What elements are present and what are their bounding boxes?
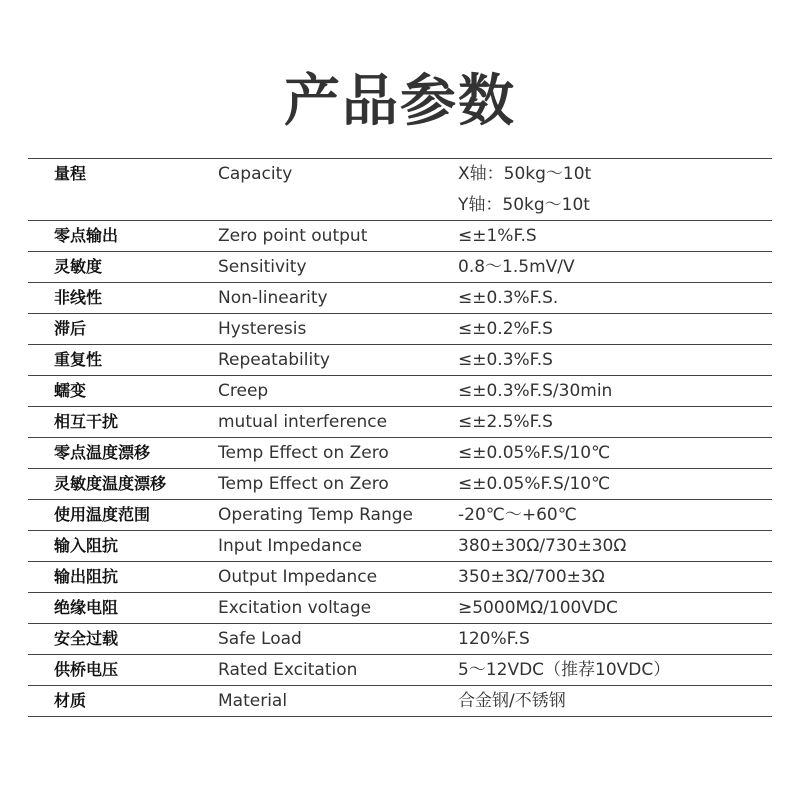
- param-value: [458, 345, 553, 376]
- param-value: [458, 469, 610, 500]
- table-row: [28, 655, 772, 686]
- param-name-zh: 输入阻抗: [54, 536, 119, 555]
- param-name-en: Creep: [218, 381, 269, 401]
- table-row: [28, 624, 772, 655]
- table-row: [28, 407, 772, 438]
- param-value: [458, 438, 610, 469]
- param-name-zh: 重复性: [54, 350, 103, 369]
- table-row: [28, 283, 772, 314]
- param-name-en: Rated Excitation: [218, 660, 358, 680]
- param-name-en: Output Impedance: [218, 567, 378, 587]
- param-value-line: ≥5000MΩ/100VDC: [458, 598, 618, 618]
- param-value: [458, 221, 537, 252]
- param-name-en: Zero point output: [218, 226, 368, 246]
- param-value: [458, 655, 670, 686]
- param-value-line: ≤±0.2%F.S: [458, 319, 553, 339]
- param-name-en: Hysteresis: [218, 319, 307, 339]
- param-value: [458, 283, 558, 314]
- table-row: [28, 252, 772, 283]
- param-name-zh: 蠕变: [54, 381, 87, 400]
- param-name-en: mutual interference: [218, 412, 388, 432]
- param-name-en: Input Impedance: [218, 536, 363, 556]
- param-name-zh: 灵敏度温度漂移: [54, 474, 167, 493]
- param-name-en: Material: [218, 691, 288, 711]
- param-value-line: ≤±0.05%F.S/10℃: [458, 474, 611, 494]
- param-value-line: 合金钢/不锈钢: [458, 691, 566, 711]
- param-value-line: Y轴：50kg～10t: [458, 195, 590, 215]
- param-value: [458, 593, 618, 624]
- param-value: [458, 376, 612, 407]
- table-row: [28, 159, 772, 221]
- param-value: [458, 252, 575, 283]
- param-value: [458, 314, 553, 345]
- param-value-line: 0.8～1.5mV/V: [458, 257, 575, 277]
- param-name-zh: 材质: [54, 691, 87, 710]
- param-name-en: Safe Load: [218, 629, 302, 649]
- param-name-en: Repeatability: [218, 350, 330, 370]
- param-name-en: Operating Temp Range: [218, 505, 413, 525]
- table-row: [28, 686, 772, 717]
- param-name-zh: 安全过载: [54, 629, 119, 648]
- param-value: [458, 624, 530, 655]
- spec-table: [28, 158, 772, 717]
- param-value-line: 350±3Ω/700±3Ω: [458, 567, 605, 587]
- table-row: [28, 376, 772, 407]
- param-value-line: ≤±1%F.S: [458, 226, 537, 246]
- param-value: [458, 562, 605, 593]
- table-row: [28, 469, 772, 500]
- param-value-line: 5～12VDC（推荐10VDC）: [458, 660, 671, 680]
- param-name-zh: 绝缘电阻: [54, 598, 119, 617]
- param-value-line: ≤±2.5%F.S: [458, 412, 553, 432]
- param-name-zh: 相互干扰: [54, 412, 119, 431]
- param-value-line: -20℃～+60℃: [458, 505, 577, 525]
- param-name-zh: 输出阻抗: [54, 567, 119, 586]
- param-value-line: ≤±0.3%F.S/30min: [458, 381, 613, 401]
- param-name-zh: 供桥电压: [54, 660, 119, 679]
- param-value-line: ≤±0.3%F.S: [458, 350, 553, 370]
- param-name-zh: 灵敏度: [54, 257, 103, 276]
- param-value-line: 120%F.S: [458, 629, 530, 649]
- param-value-line: ≤±0.3%F.S.: [458, 288, 559, 308]
- param-name-zh: 零点温度漂移: [54, 443, 151, 462]
- param-value: [458, 407, 553, 438]
- table-row: [28, 314, 772, 345]
- param-value-line: 380±30Ω/730±30Ω: [458, 536, 627, 556]
- table-row: [28, 531, 772, 562]
- param-value: [458, 500, 577, 531]
- param-name-zh: 使用温度范围: [54, 505, 151, 524]
- param-name-zh: 零点输出: [54, 226, 119, 245]
- param-value-line: X轴：50kg～10t: [458, 164, 592, 184]
- param-name-en: Temp Effect on Zero: [218, 443, 389, 463]
- param-value: [458, 159, 591, 221]
- param-name-en: Excitation voltage: [218, 598, 372, 618]
- table-row: [28, 221, 772, 252]
- page-title: 产品参数: [284, 69, 516, 134]
- param-value: [458, 531, 626, 562]
- param-value-line: ≤±0.05%F.S/10℃: [458, 443, 611, 463]
- param-name-en: Non-linearity: [218, 288, 328, 308]
- param-name-zh: 量程: [54, 164, 87, 183]
- table-row: [28, 562, 772, 593]
- table-row: [28, 345, 772, 376]
- param-name-en: Capacity: [218, 164, 293, 184]
- table-row: [28, 593, 772, 624]
- param-name-en: Sensitivity: [218, 257, 307, 277]
- param-name-zh: 滞后: [54, 319, 87, 338]
- param-value: [458, 686, 566, 717]
- table-row: [28, 438, 772, 469]
- param-name-zh: 非线性: [54, 288, 103, 307]
- table-row: [28, 500, 772, 531]
- param-name-en: Temp Effect on Zero: [218, 474, 389, 494]
